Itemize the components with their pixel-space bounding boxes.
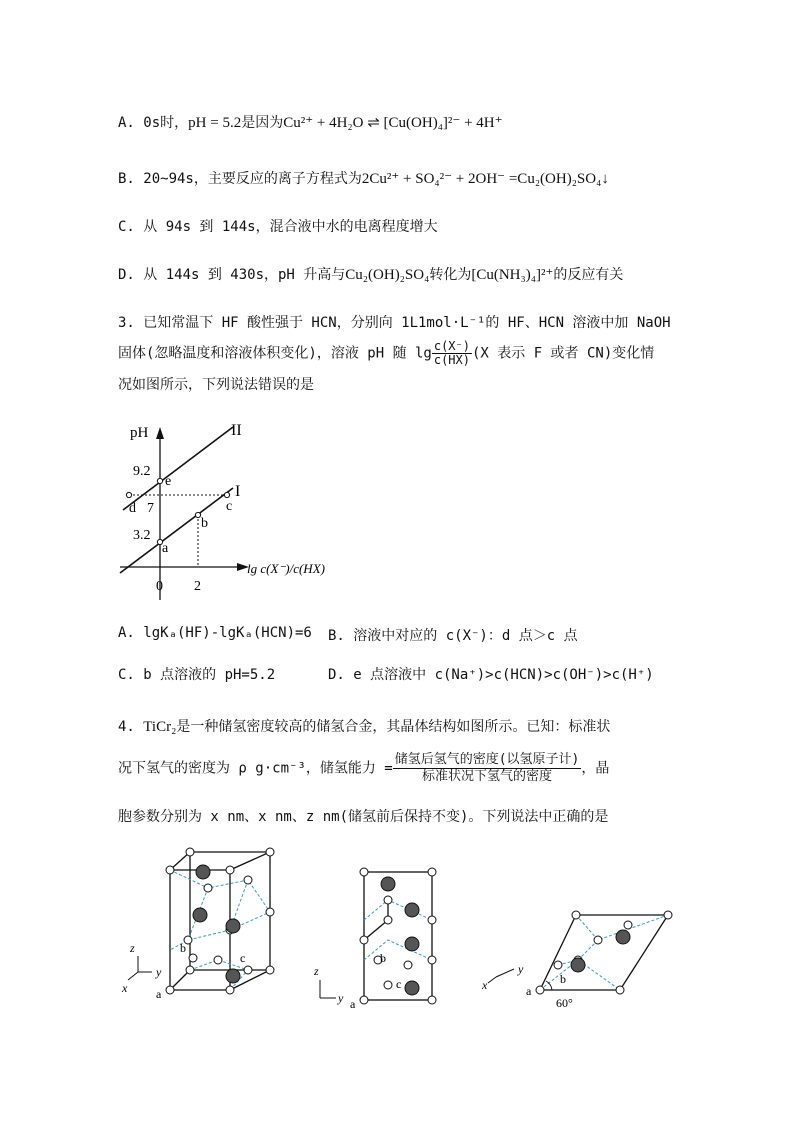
crystal-figure-top [478, 895, 688, 1025]
fig2-label-a: a [350, 997, 356, 1011]
q3-line2: 固体(忽略温度和溶液体积变化)，溶液 pH 随 lg $\frac{c(X^-)}{c(HX)}$ (X 表示 F 或者 CN)变化情 [118, 339, 655, 367]
ph-chart [115, 415, 345, 605]
option-d: D. 从 144s 到 430s，pH 升高与Cu₂(OH)₂SO₄转化为[Cu(NH₃)₄]²⁺的反应有关 [118, 267, 624, 283]
series-i-label: I [235, 483, 241, 500]
tick-9-2: 9.2 [133, 464, 151, 479]
series-ii-label: II [231, 422, 242, 439]
fig1-label-a: a [156, 987, 162, 1001]
q3-line3: 况如图所示，下列说法错误的是 [118, 377, 314, 393]
label-c: c [226, 499, 233, 514]
fig2-axis-z: z [314, 964, 319, 978]
point-e [157, 478, 162, 483]
tick-x-2: 2 [194, 579, 201, 594]
fig2-label-c: c [396, 977, 402, 991]
fig3-label-a: a [526, 984, 532, 998]
q4-fraction: $\frac{\text{储氢后氢气的密度(以氢原子计)}}{\text{标准状况下氢气的密度}}$ [394, 752, 580, 784]
crystal-figure-3d [118, 840, 288, 1010]
point-d [126, 492, 131, 497]
tick-x-0: 0 [156, 579, 163, 594]
fig2-label-b: b [380, 951, 386, 965]
label-a: a [162, 541, 169, 556]
fig3-axis-x: x [482, 978, 488, 992]
tick-7: 7 [147, 501, 154, 516]
fig2-axis-y: y [338, 991, 344, 1005]
label-e: e [165, 474, 172, 489]
fig1-axis-y: y [156, 965, 162, 979]
fig1-axis-z: z [130, 941, 135, 955]
q4-line1: 4. TiCr₂是一种储氢密度较高的储氢合金，其晶体结构如图所示。已知：标准状 [118, 719, 611, 735]
q4-line3: 胞参数分别为 x nm、x nm、z nm(储氢前后保持不变)。下列说法中正确的是 [118, 809, 609, 825]
fig1-label-b: b [180, 941, 186, 955]
q4-line2: 况下氢气的密度为 ρ g·cm⁻³，储氢能力 = $\frac{\text{储氢后氢气的密度(以氢原子计)}}{\text{标准状况下氢气的密度}}$ ，晶 [118, 752, 610, 784]
crystal-figure-side [308, 860, 448, 1030]
option-c: C. 从 94s 到 144s，混合液中水的电离程度增大 [118, 219, 438, 235]
label-b: b [201, 516, 208, 531]
tick-3-2: 3.2 [133, 528, 151, 543]
q3-choice-c: C. b 点溶液的 pH=5.2 [118, 667, 276, 683]
q3-choice-d: D. e 点溶液中 c(Na⁺)>c(HCN)>c(OH⁻)>c(H⁺) [328, 667, 654, 683]
fig3-axis-y: y [518, 962, 524, 976]
q3-line1: 3. 已知常温下 HF 酸性强于 HCN，分别向 1L1mol·L⁻¹的 HF、HCN 溶液中加 NaOH [118, 315, 671, 331]
point-c [224, 492, 229, 497]
label-d: d [129, 501, 136, 516]
q3-fraction: $\frac{c(X^-)}{c(HX)}$ [433, 339, 470, 367]
option-b: B. 20~94s，主要反应的离子方程式为2Cu²⁺ + SO₄²⁻ + 2OH⁻ =Cu₂(OH)₂SO₄↓ [118, 171, 609, 187]
q3-choice-b: B. 溶液中对应的 c(X⁻)：d 点＞c 点 [328, 628, 578, 644]
point-b [195, 512, 200, 517]
q3-choice-a: A. lgKₐ(HF)-lgKₐ(HCN)=6 [118, 625, 312, 641]
fig3-label-b: b [560, 972, 566, 986]
option-a: A. 0s时，pH = 5.2是因为Cu²⁺ + 4H₂O ⇌ [Cu(OH)₄]²⁻ + 4H⁺ [118, 115, 503, 131]
y-axis-label: pH [130, 425, 149, 441]
y-axis-arrow [156, 427, 164, 439]
x-axis-label: lg c(X⁻)/c(HX) [247, 561, 325, 576]
fig1-label-c: c [240, 951, 246, 965]
fig3-angle: 60° [556, 996, 573, 1010]
fig1-axis-x: x [122, 981, 128, 995]
